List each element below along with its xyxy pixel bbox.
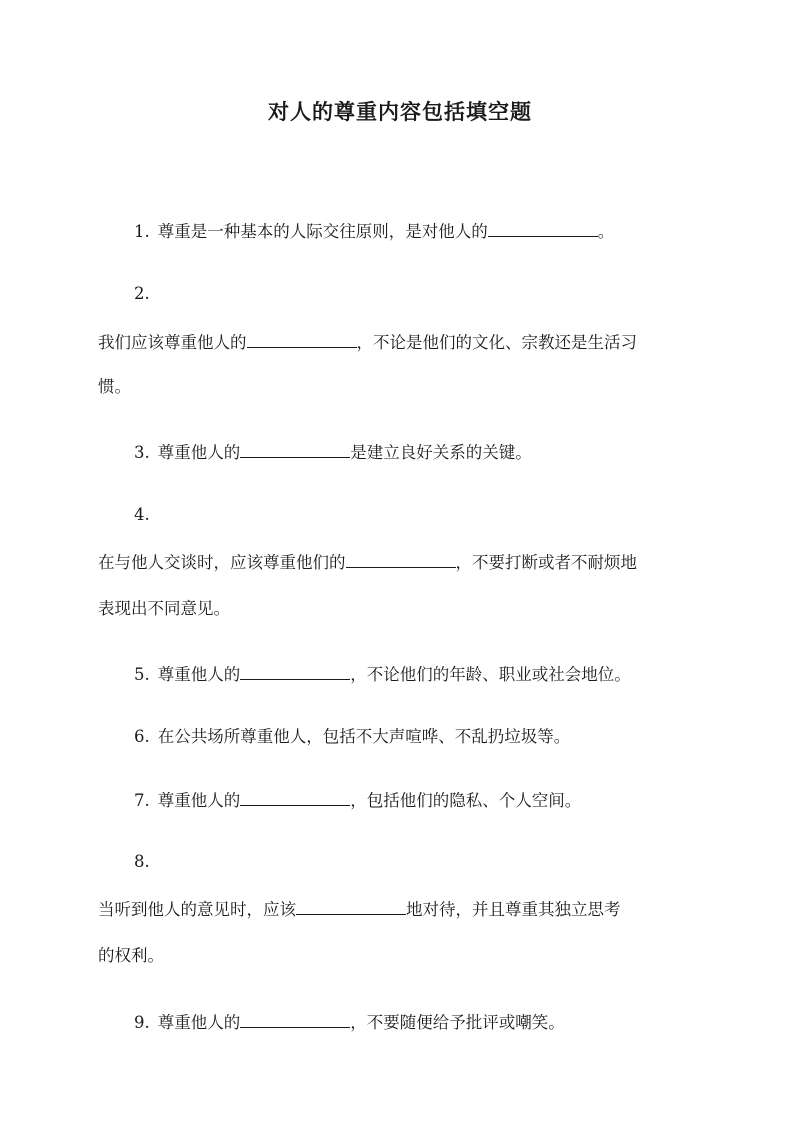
question-text-after: 地对待，并且尊重其独立思考 — [406, 900, 621, 919]
question-number: 8. — [134, 852, 150, 871]
question-text-continuation: 惯。 — [98, 377, 131, 396]
question-7 — [134, 788, 581, 813]
question-text-after: ，不要随便给予批评或嘲笑。 — [350, 1013, 565, 1032]
question-8-number — [134, 850, 150, 874]
question-number: 3. — [134, 443, 150, 462]
question-text-before: 在与他人交谈时，应该尊重他们的 — [98, 553, 346, 572]
question-4-number — [134, 503, 150, 527]
question-number: 7. — [134, 791, 150, 810]
question-text-after: ，不论他们的年龄、职业或社会地位。 — [350, 665, 631, 684]
question-number: 9. — [134, 1013, 150, 1032]
question-2 — [98, 330, 637, 355]
answer-blank[interactable] — [240, 1010, 350, 1028]
answer-blank[interactable] — [488, 219, 598, 237]
question-text-before: 当听到他人的意见时，应该 — [98, 900, 296, 919]
question-text-before: 尊重他人的 — [157, 1013, 241, 1032]
question-text: 在公共场所尊重他人，包括不大声喧哗、不乱扔垃圾等。 — [157, 727, 571, 746]
question-text-after: ，不要打断或者不耐烦地 — [455, 553, 637, 572]
question-4 — [98, 550, 637, 575]
question-number: 1. — [134, 222, 150, 241]
question-5 — [134, 662, 631, 687]
question-number: 5. — [134, 665, 150, 684]
page-title: 对人的尊重内容包括填空题 — [268, 99, 532, 124]
question-text-continuation: 表现出不同意见。 — [98, 599, 230, 618]
answer-blank[interactable] — [247, 330, 357, 348]
question-text-after: 。 — [597, 222, 615, 241]
question-1 — [134, 219, 614, 244]
question-number: 2. — [134, 284, 150, 303]
answer-blank[interactable] — [240, 788, 350, 806]
answer-blank[interactable] — [240, 662, 350, 680]
question-text-before: 尊重他人的 — [157, 791, 241, 810]
question-8-continuation — [98, 944, 164, 968]
question-text-before: 尊重他人的 — [157, 443, 241, 462]
question-number: 4. — [134, 505, 150, 524]
question-text-before: 尊重他人的 — [157, 665, 241, 684]
question-text-continuation: 的权利。 — [98, 946, 164, 965]
question-text-before: 我们应该尊重他人的 — [98, 333, 247, 352]
question-2-number — [134, 282, 150, 306]
question-4-continuation — [98, 597, 230, 621]
question-text-after: ，不论是他们的文化、宗教还是生活习 — [356, 333, 637, 352]
question-text-before: 尊重是一种基本的人际交往原则，是对他人的 — [157, 222, 488, 241]
question-8 — [98, 897, 621, 922]
question-number: 6. — [134, 727, 150, 746]
answer-blank[interactable] — [240, 440, 350, 458]
question-text-after: ，包括他们的隐私、个人空间。 — [350, 791, 582, 810]
answer-blank[interactable] — [346, 550, 456, 568]
answer-blank[interactable] — [296, 897, 406, 915]
question-2-continuation — [98, 375, 131, 399]
question-text-after: 是建立良好关系的关键。 — [350, 443, 532, 462]
question-3 — [134, 440, 532, 465]
question-6 — [134, 725, 570, 749]
question-9 — [134, 1010, 565, 1035]
